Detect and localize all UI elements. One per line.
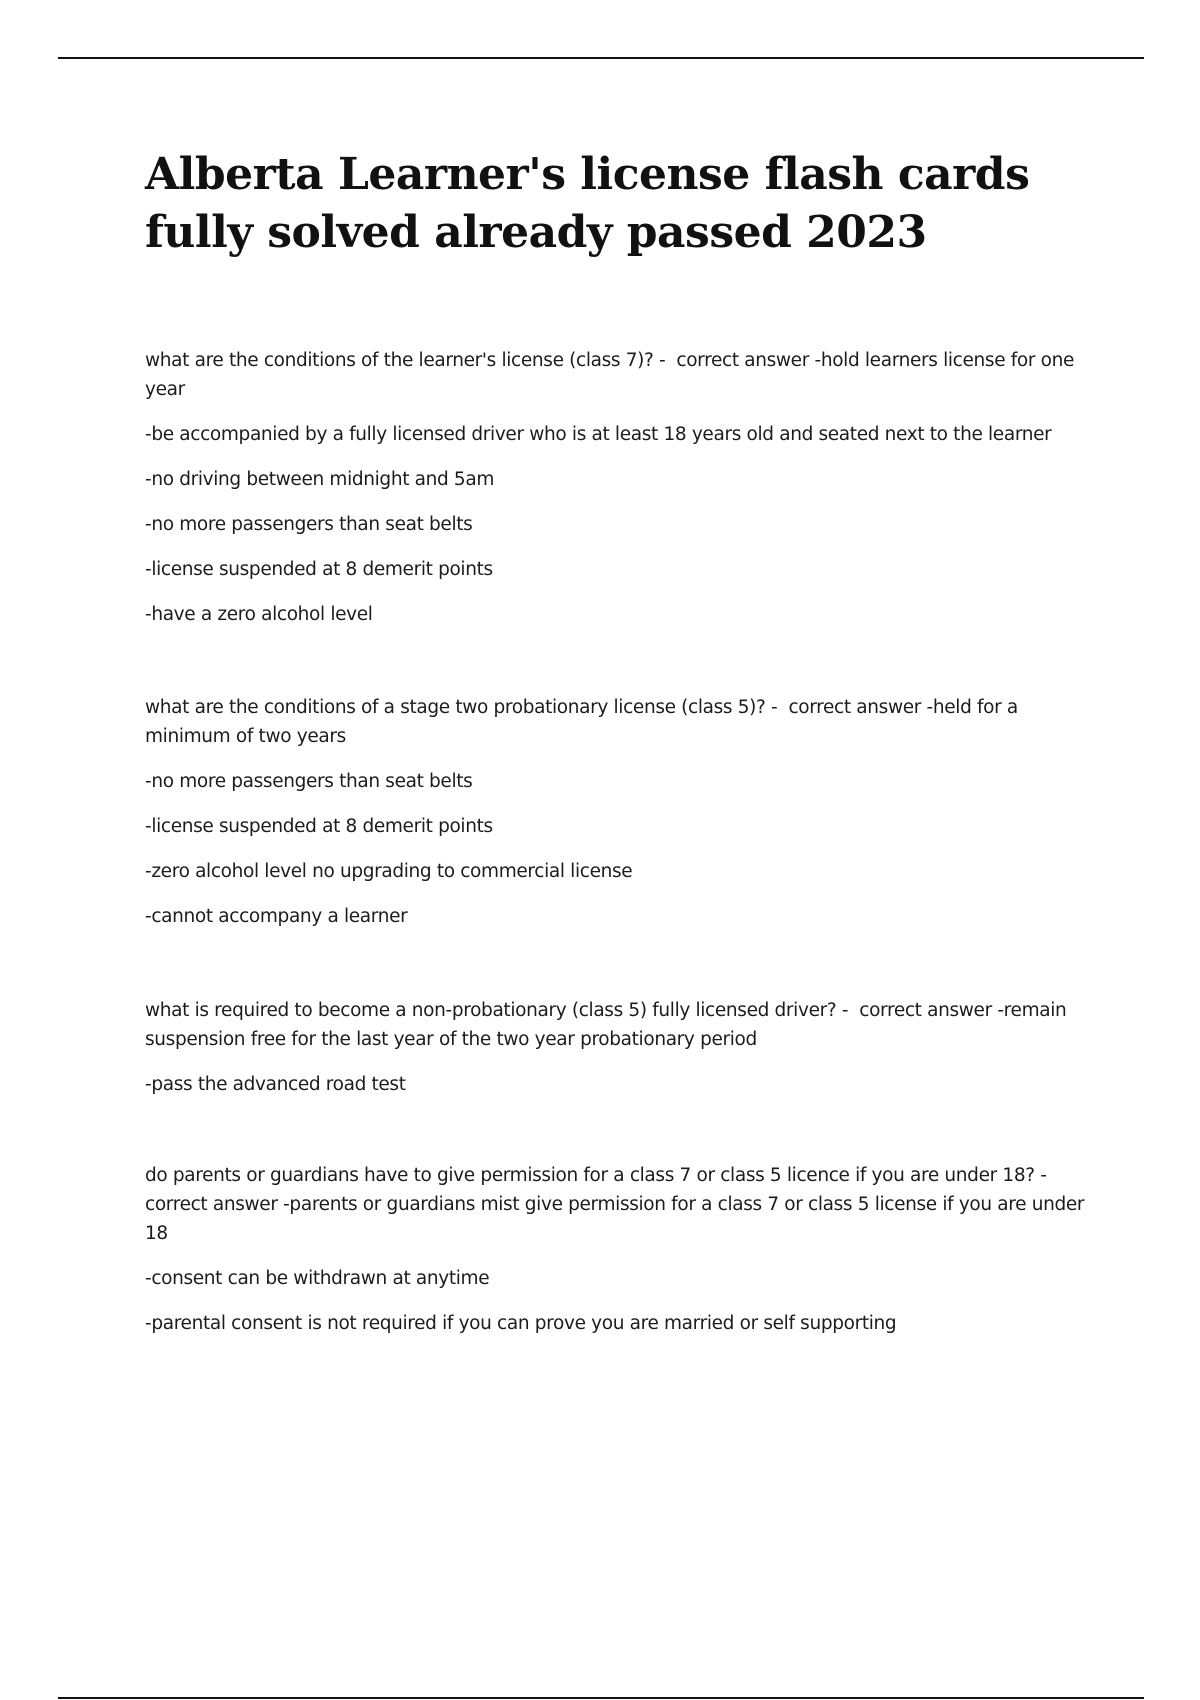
top-rule	[58, 57, 1144, 59]
answer-line: -cannot accompany a learner	[145, 906, 408, 927]
question-text: do parents or guardians have to give permission for a class 7 or class 5 licence if you are under 18? -	[145, 1165, 1047, 1186]
answer-label: correct answer	[676, 350, 809, 371]
answer-label: correct answer	[145, 1194, 278, 1215]
answer-line: -zero alcohol level no upgrading to commercial license	[145, 861, 633, 882]
answer-line: -no more passengers than seat belts	[145, 771, 473, 792]
page-title: Alberta Learner's license flash cards fully solved already passed 2023	[145, 149, 1030, 258]
answer-line: -pass the advanced road test	[145, 1074, 406, 1095]
question-text: what are the conditions of the learner's license (class 7)? -	[145, 350, 666, 371]
question-answer	[145, 996, 1090, 1054]
question-text: what is required to become a non-probationary (class 5) fully licensed driver? -	[145, 1000, 849, 1021]
answer-line: -license suspended at 8 demerit points	[145, 559, 493, 580]
answer-line: -parental consent is not required if you can prove you are married or self supporting	[145, 1313, 897, 1334]
answer-line: -license suspended at 8 demerit points	[145, 816, 493, 837]
question-text: what are the conditions of a stage two probationary license (class 5)? -	[145, 697, 778, 718]
answer-text: -parents or guardians mist give permission for a class 7 or class 5 license if you are under 18	[145, 1194, 1085, 1244]
answer-line: -have a zero alcohol level	[145, 604, 373, 625]
answer-line: -consent can be withdrawn at anytime	[145, 1268, 490, 1289]
bottom-rule	[58, 1697, 1144, 1699]
question-answer	[145, 693, 1090, 751]
flash-card	[145, 346, 1090, 629]
answer-text: -hold learners license for one year	[145, 350, 1075, 400]
answer-text: -held for a minimum of two years	[145, 697, 1018, 747]
answer-label: correct answer	[788, 697, 922, 718]
flash-card	[145, 1161, 1090, 1338]
flash-card	[145, 996, 1090, 1099]
question-answer	[145, 346, 1090, 404]
answer-line: -no driving between midnight and 5am	[145, 469, 494, 490]
answer-label: correct answer	[859, 1000, 992, 1021]
answer-line: -be accompanied by a fully licensed driver who is at least 18 years old and seated next to the learner	[145, 424, 1052, 445]
question-answer	[145, 1161, 1090, 1248]
answer-line: -no more passengers than seat belts	[145, 514, 473, 535]
answer-text: -remain suspension free for the last year of the two year probationary period	[145, 1000, 1067, 1050]
flash-card	[145, 693, 1090, 931]
